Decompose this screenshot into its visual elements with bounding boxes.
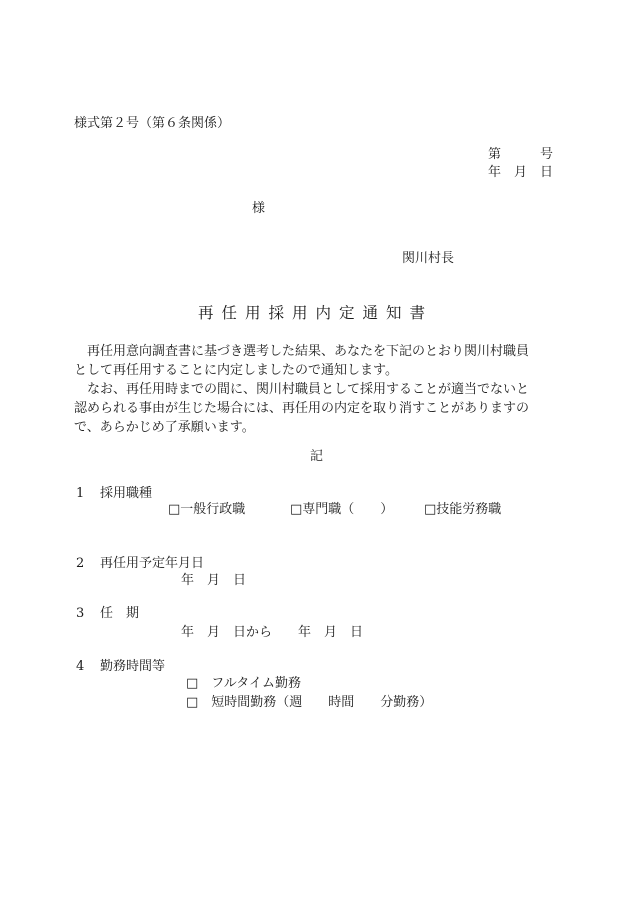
- body-para1-line1: 再任用意向調査書に基づき選考した結果、あなたを下記のとおり関川村職員: [74, 344, 530, 359]
- item3-label: 任 期: [100, 606, 140, 621]
- body-text: [74, 342, 562, 437]
- document-title: 再任用採用内定通知書: [198, 304, 434, 322]
- item4-option-fulltime: □ フルタイム勤務: [186, 676, 301, 691]
- item1-label: 採用職種: [100, 486, 153, 501]
- item4-number: 4: [76, 659, 85, 674]
- issue-date-line: 年 月 日: [488, 165, 554, 180]
- item2-label: 再任用予定年月日: [100, 556, 205, 571]
- addressee-suffix: 様: [252, 201, 266, 216]
- item1-option-technical-labor: □技能労務職: [424, 502, 502, 517]
- form-label: 様式第２号（第６条関係）: [74, 116, 231, 131]
- item1-option-specialist: □専門職（ ）: [290, 502, 394, 517]
- item1-number: 1: [76, 486, 85, 501]
- document-number-line: 第 号: [488, 147, 554, 162]
- body-para2-line1: なお、再任用時までの間に、関川村職員として採用することが適当でないと: [74, 382, 530, 397]
- ki-heading: 記: [310, 449, 324, 464]
- body-para2-line3: で、あらかじめ了承願います。: [74, 420, 255, 435]
- item2-number: 2: [76, 556, 85, 571]
- item2-value: 年 月 日: [181, 573, 247, 588]
- item4-label: 勤務時間等: [100, 659, 166, 674]
- item3-number: 3: [76, 606, 85, 621]
- sender-title: 関川村長: [402, 251, 455, 266]
- item3-value: 年 月 日から 年 月 日: [181, 625, 364, 640]
- body-para2-line2: 認められる事由が生じた場合には、再任用の内定を取り消すことがありますの: [74, 401, 530, 416]
- body-para1-line2: として再任用することに内定しましたので通知します。: [74, 363, 398, 378]
- item4-option-shorttime: □ 短時間勤務（週 時間 分勤務）: [186, 695, 433, 710]
- item1-option-general-admin: □一般行政職: [168, 502, 246, 517]
